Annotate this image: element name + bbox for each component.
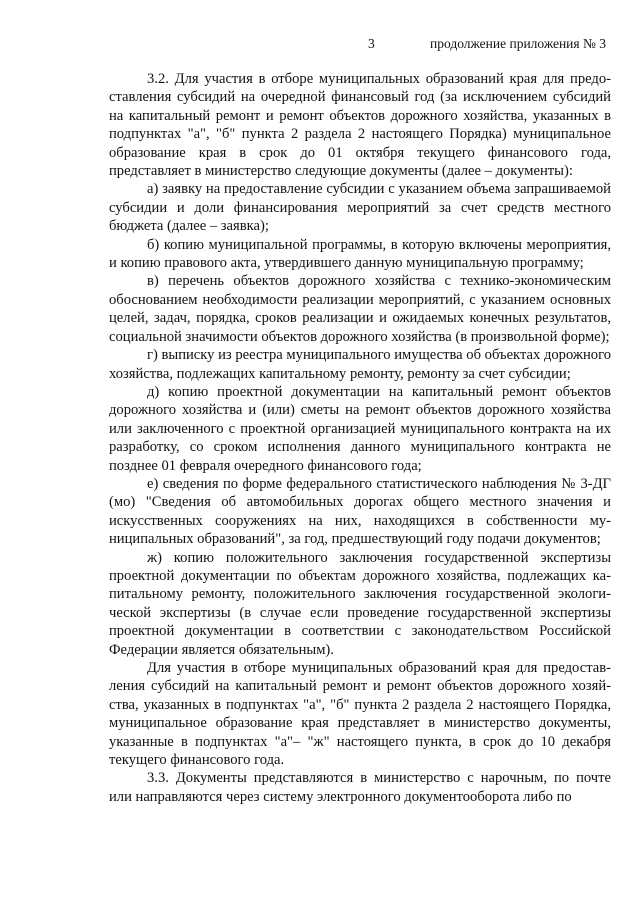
paragraph-participation: Для участия в отборе муниципальных образований края для предоставления субсидий на капитальный ремонт и ремонт объектов дорожного хозяйства, указанных в подпунктах "а", "б" пункта 2 раздела 2 настоящего Порядка, муниципальное образование края представляет в министерство документы, указанные в подпунктах "а"– "ж" настоящего пункта, в срок до 10 декабря текущего финансового года. <box>109 660 611 769</box>
continuation-label: продолжение приложения № 3 <box>430 36 607 51</box>
item-a: а) заявку на предоставление субсидии с указанием объема запрашиваемой субсидии и доли финансирования мероприятий за счет средств местного бюджета (далее – заявка); <box>109 181 611 235</box>
item-b: б) копию муниципальной программы, в которую включены мероприятия, и копию правового акта, утвердившего данную муниципальную программу; <box>109 236 611 272</box>
document-body <box>109 70 611 806</box>
paragraph-3-2: 3.2. Для участия в отборе муниципальных образований края для предоставления субсидий на очередной финансовый год (за исключением субсидий на капитальный ремонт и ремонт объектов дорожного хозяйства, указанных в подпунктах "а", "б" пункта 2 раздела 2 настоящего Порядка) муниципальное образование края в срок до 01 октября текущего финансового года, представляет в министерство следующие документы (далее – документы): <box>109 71 611 180</box>
item-v: в) перечень объектов дорожного хозяйства с технико-экономическим обоснованием необходимости реализации мероприятий, с указанием основных целей, задач, порядка, сроков реализации и ожидаемых конечных результатов, социальной значимости объектов дорожного хозяйства (в произвольной форме); <box>109 273 611 345</box>
page-number: 3 <box>368 36 375 51</box>
item-g: г) выписку из реестра муниципального имущества об объектах дорожного хозяйства, подлежащих капитальному ремонту, ремонту за счет субсидии; <box>109 347 611 382</box>
paragraph-3-3: 3.3. Документы представляются в министерство с нарочным, по почте или направляются через систему электронного документооборота либо по <box>109 770 611 805</box>
item-d: д) копию проектной документации на капитальный ремонт объектов дорожного хозяйства и (или) сметы на ремонт объектов дорожного хозяйства или заключенного с проектной организацией муниципального контракта на их разработку, со сроком исполнения данного муниципального контракта не позднее 01 февраля очередного финансового года; <box>109 383 611 474</box>
item-e: е) сведения по форме федерального статистического наблюдения № 3-ДГ (мо) "Сведения об автомобильных дорогах общего местного значения и искусственных сооружениях на них, находящихся в собственности муниципальных образований", за год, предшествующий году подачи документов; <box>109 475 611 548</box>
page-header <box>0 35 640 55</box>
item-zh: ж) копию положительного заключения государственной экспертизы проектной документации по объектам дорожного хозяйства, подлежащих капитальному ремонту, положительного заключения государственной экологической экспертизы (в случае если проведение государственной экспертизы проектной документации в соответствии с законодательством Российской Федерации является обязательным). <box>109 549 611 658</box>
